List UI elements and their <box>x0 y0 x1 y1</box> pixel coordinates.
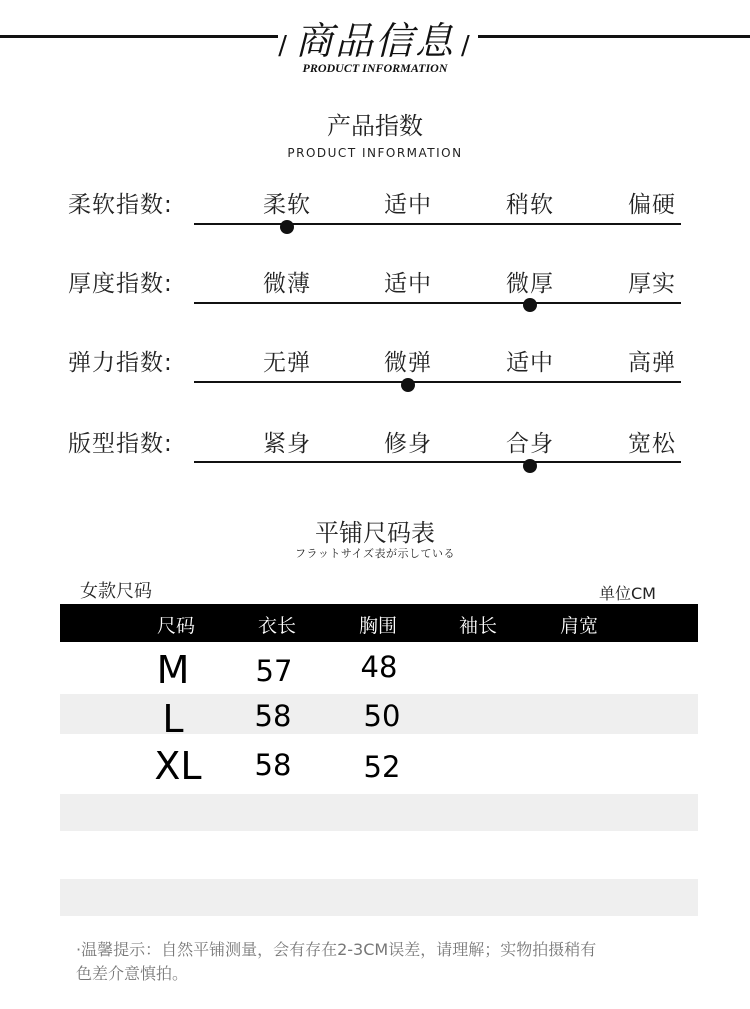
table-row-empty <box>60 831 698 877</box>
index-option: 偏硬 <box>628 192 676 218</box>
index-option: 微薄 <box>263 271 311 297</box>
tip-note <box>76 938 676 986</box>
size-chart-caption: 女款尺码 <box>80 581 152 602</box>
softness-index-row <box>0 186 750 246</box>
column-header: 胸围 <box>358 615 397 637</box>
index-subtitle: PRODUCT INFORMATION <box>287 146 463 160</box>
tip-note-line: ·温馨提示：自然平铺测量，会有存在2-3CM误差，请理解；实物拍摄稍有 <box>76 940 597 959</box>
index-label: 柔软指数: <box>68 192 173 218</box>
chest-cell: 50 <box>363 699 401 733</box>
index-option: 适中 <box>384 271 432 297</box>
header-title-block <box>0 10 750 65</box>
index-option: 适中 <box>384 192 432 218</box>
table-row-empty <box>60 879 698 916</box>
length-cell: 58 <box>254 699 292 733</box>
index-marker-dot <box>401 378 415 392</box>
size-cell: L <box>162 697 184 741</box>
fit-index-row <box>0 425 750 485</box>
index-label: 版型指数: <box>68 431 173 457</box>
length-cell: 57 <box>255 654 293 688</box>
index-option: 修身 <box>384 431 432 457</box>
index-option: 紧身 <box>263 431 311 457</box>
size-table-header <box>60 604 698 642</box>
column-header: 肩宽 <box>559 615 598 637</box>
column-header: 尺码 <box>156 615 195 637</box>
index-option: 宽松 <box>628 431 676 457</box>
table-row-empty <box>60 794 698 831</box>
header-slash-icon: / <box>278 31 289 61</box>
index-label: 厚度指数: <box>68 271 173 297</box>
index-title: 产品指数 <box>327 112 423 140</box>
size-chart-subtitle: フラットサイズ表が示している <box>295 547 455 560</box>
index-option: 稍软 <box>506 192 554 218</box>
size-cell: XL <box>154 744 202 788</box>
index-scale-line <box>194 461 681 463</box>
table-row <box>60 734 698 792</box>
index-option: 高弹 <box>628 350 676 376</box>
unit-label: 单位CM <box>599 584 656 603</box>
header-title: 商品信息 <box>294 19 455 63</box>
length-cell: 58 <box>254 748 292 782</box>
header-slash-icon: / <box>461 31 472 61</box>
index-option: 厚实 <box>628 271 676 297</box>
header-subtitle: PRODUCT INFORMATION <box>302 61 448 75</box>
index-scale-line <box>194 381 681 383</box>
index-option: 适中 <box>506 350 554 376</box>
thickness-index-row <box>0 265 750 325</box>
index-option: 无弹 <box>263 350 311 376</box>
index-scale-line <box>194 302 681 304</box>
tip-note-line: 色差介意慎拍。 <box>76 964 189 983</box>
index-label: 弹力指数: <box>68 350 173 376</box>
index-marker-dot <box>280 220 294 234</box>
index-option: 合身 <box>506 431 554 457</box>
chest-cell: 52 <box>363 750 401 784</box>
index-option: 微弹 <box>384 350 432 376</box>
index-marker-dot <box>523 459 537 473</box>
index-option: 微厚 <box>506 271 554 297</box>
chest-cell: 48 <box>360 650 398 684</box>
index-marker-dot <box>523 298 537 312</box>
column-header: 衣长 <box>257 615 296 637</box>
size-cell: M <box>156 648 190 692</box>
size-chart-title: 平铺尺码表 <box>315 519 435 547</box>
index-scale-line <box>194 223 681 225</box>
column-header: 袖长 <box>458 615 497 637</box>
table-row <box>60 694 698 741</box>
elasticity-index-row <box>0 344 750 404</box>
table-row <box>60 644 698 694</box>
index-option: 柔软 <box>263 192 311 218</box>
